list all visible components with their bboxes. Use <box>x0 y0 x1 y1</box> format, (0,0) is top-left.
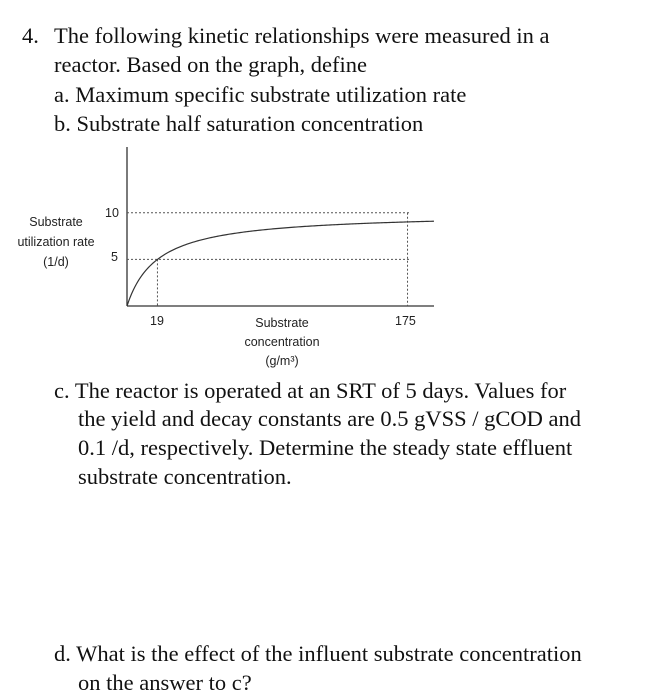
question-intro-line2: reactor. Based on the graph, define <box>54 52 368 77</box>
y-tick-label: 5 <box>111 250 118 264</box>
part-c-line: c. The reactor is operated at an SRT of 5 days. Values for <box>54 378 567 403</box>
part-c-line: the yield and decay constants are 0.5 gVSS / gCOD and <box>78 406 582 431</box>
series-line-monod <box>127 221 434 306</box>
part-d-line: on the answer to c? <box>78 670 252 695</box>
y-axis-label <box>4 212 108 272</box>
part-c-line: 0.1 /d, respectively. Determine the steady state effluent <box>78 435 573 460</box>
y-axis-label-line: (1/d) <box>43 255 69 269</box>
part-b: b. Substrate half saturation concentration <box>54 111 424 136</box>
x-axis-label <box>222 314 342 371</box>
y-tick-label: 10 <box>105 206 119 220</box>
x-axis-label-line: (g/m³) <box>265 354 299 368</box>
part-c-line: substrate concentration. <box>78 464 292 489</box>
question-intro-line1: The following kinetic relationships were measured in a <box>54 23 550 48</box>
x-tick-label: 175 <box>395 314 416 328</box>
part-d-line: d. What is the effect of the influent substrate concentration <box>54 641 582 666</box>
y-axis-label-line: utilization rate <box>17 235 95 249</box>
question-number: 4. <box>22 23 39 48</box>
x-axis-label-line: concentration <box>244 335 320 349</box>
x-axis-label-line: Substrate <box>255 316 309 330</box>
y-axis-label-line: Substrate <box>29 215 83 229</box>
part-a: a. Maximum specific substrate utilization rate <box>54 82 467 107</box>
x-tick-label: 19 <box>150 314 164 328</box>
